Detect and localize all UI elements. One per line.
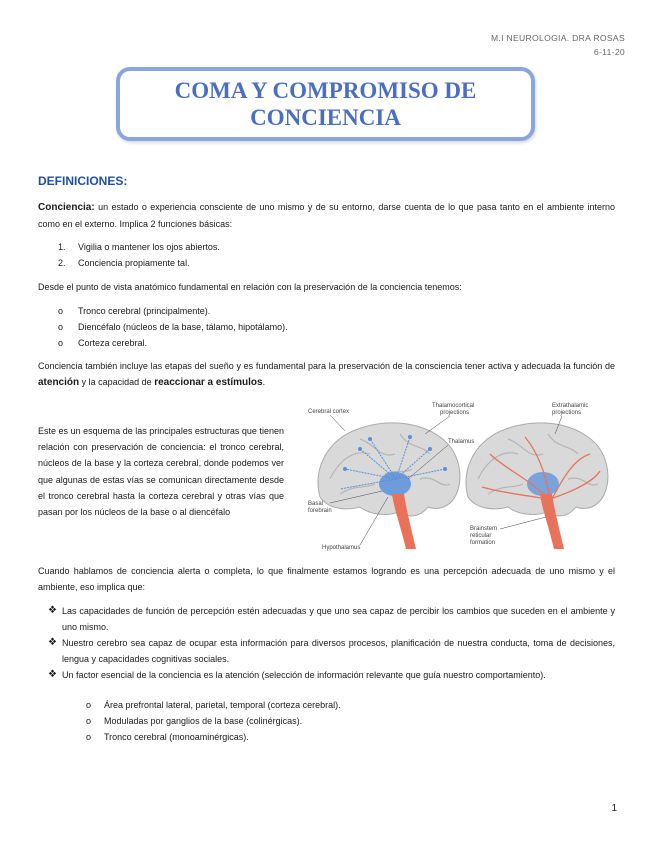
page-number: 1 <box>611 803 617 814</box>
label-extrathalamic-1: Extrathalamic <box>552 403 589 409</box>
bold-reaccionar: reaccionar a estímulos <box>154 377 263 389</box>
paragraph-schema-description: Este es un esquema de las principales estructuras que tienen relación con preservación de conciencia: el tronco cerebral, núcleos de la base y la corteza cerebral, donde podemos ver que algunas de estas vías se comunican directamente desde el tronco cerebral hasta la corteza cerebral y otras vías que pasan por los núcleos de la base o al diencéfalo <box>38 426 284 518</box>
bold-atencion: atención <box>38 377 80 389</box>
label-thalamocortical-1: Thalamocortical <box>432 403 475 409</box>
list-item: ❖ Nuestro cerebro sea capaz de ocupar esta información para diversos procesos, planificación de nuestra conducta, toma de decisiones, lengua y capacidades cognitivas sociales. <box>48 637 615 664</box>
list-item: o Tronco cerebral (principalmente). <box>58 306 211 316</box>
label-basal-2: forebrain <box>308 508 332 514</box>
left-brain <box>318 423 460 549</box>
functions-list <box>58 239 220 271</box>
paragraph-conciencia-alerta: Cuando hablamos de conciencia alerta o completa, lo que finalmente estamos logrando es una percepción adecuada de uno mismo y el ambiente, eso implica que: <box>38 566 615 593</box>
list-item: o Diencéfalo (núcleos de la base, tálamo, hipotálamo). <box>58 322 288 333</box>
header-date: 6-11-20 <box>593 47 625 57</box>
list-item: o Tronco cerebral (monoaminérgicas). <box>86 732 249 742</box>
list-item: o Moduladas por ganglios de la base (colinérgicas). <box>86 716 303 726</box>
list-item: 1. Vigilia o mantener los ojos abiertos. <box>58 242 220 252</box>
list-item: o Corteza cerebral. <box>58 338 148 349</box>
label-brainstem-2: reticular <box>470 533 492 539</box>
structures-list <box>58 303 288 352</box>
term-conciencia: Conciencia: <box>38 202 95 213</box>
label-cerebral-cortex: Cerebral cortex <box>308 409 350 415</box>
paragraph-attention: Conciencia también incluye las etapas del sueño y es fundamental para la preservación de la consciencia tener activa y adecuada la función de atención y la capacidad de reaccionar a estímulos. <box>38 361 615 389</box>
attention-areas-list <box>86 697 341 745</box>
label-brainstem-3: formation <box>470 540 496 546</box>
label-brainstem-1: Brainstem <box>470 526 498 532</box>
label-extrathalamic-2: projections <box>552 410 582 416</box>
definition-text: un estado o experiencia consciente de uno mismo y de su entorno, darse cuenta de lo que pasa tanto en el ambiente interno como en el externo. Implica 2 funciones básicas: <box>38 202 615 230</box>
label-thalamus: Thalamus <box>448 439 475 445</box>
list-item: ❖ Las capacidades de función de percepción estén adecuadas y que uno sea capaz de percibir los cambios que suceden en el ambiente y uno mismo. <box>48 605 615 632</box>
label-hypothalamus: Hypothalamus <box>322 545 361 551</box>
list-item: 2. Conciencia propiamente tal. <box>58 258 190 269</box>
list-item: o Área prefrontal lateral, parietal, temporal (corteza cerebral). <box>86 700 341 710</box>
paragraph-conciencia-definition <box>38 199 615 232</box>
label-thalamocortical-2: projections <box>440 410 470 416</box>
brain-diagram <box>300 399 620 554</box>
list-item: ❖ Un factor esencial de la conciencia es la atención (selección de información relevante que guía nuestro comportamiento). <box>48 669 546 680</box>
header-course: M.I NEUROLOGIA. DRA ROSAS <box>490 33 625 43</box>
document-header <box>491 31 625 59</box>
page-title <box>175 77 477 131</box>
title-line-2: CONCIENCIA <box>250 105 401 130</box>
label-basal-1: Basal <box>308 501 324 507</box>
implications-list <box>48 603 615 683</box>
paragraph-anatomy-intro: Desde el punto de vista anatómico fundamental en relación con la preservación de la conciencia tenemos: <box>38 282 462 292</box>
title-box <box>116 67 535 141</box>
section-title-definiciones: DEFINICIONES: <box>38 174 128 188</box>
title-line-1: COMA Y COMPROMISO DE <box>174 78 477 103</box>
